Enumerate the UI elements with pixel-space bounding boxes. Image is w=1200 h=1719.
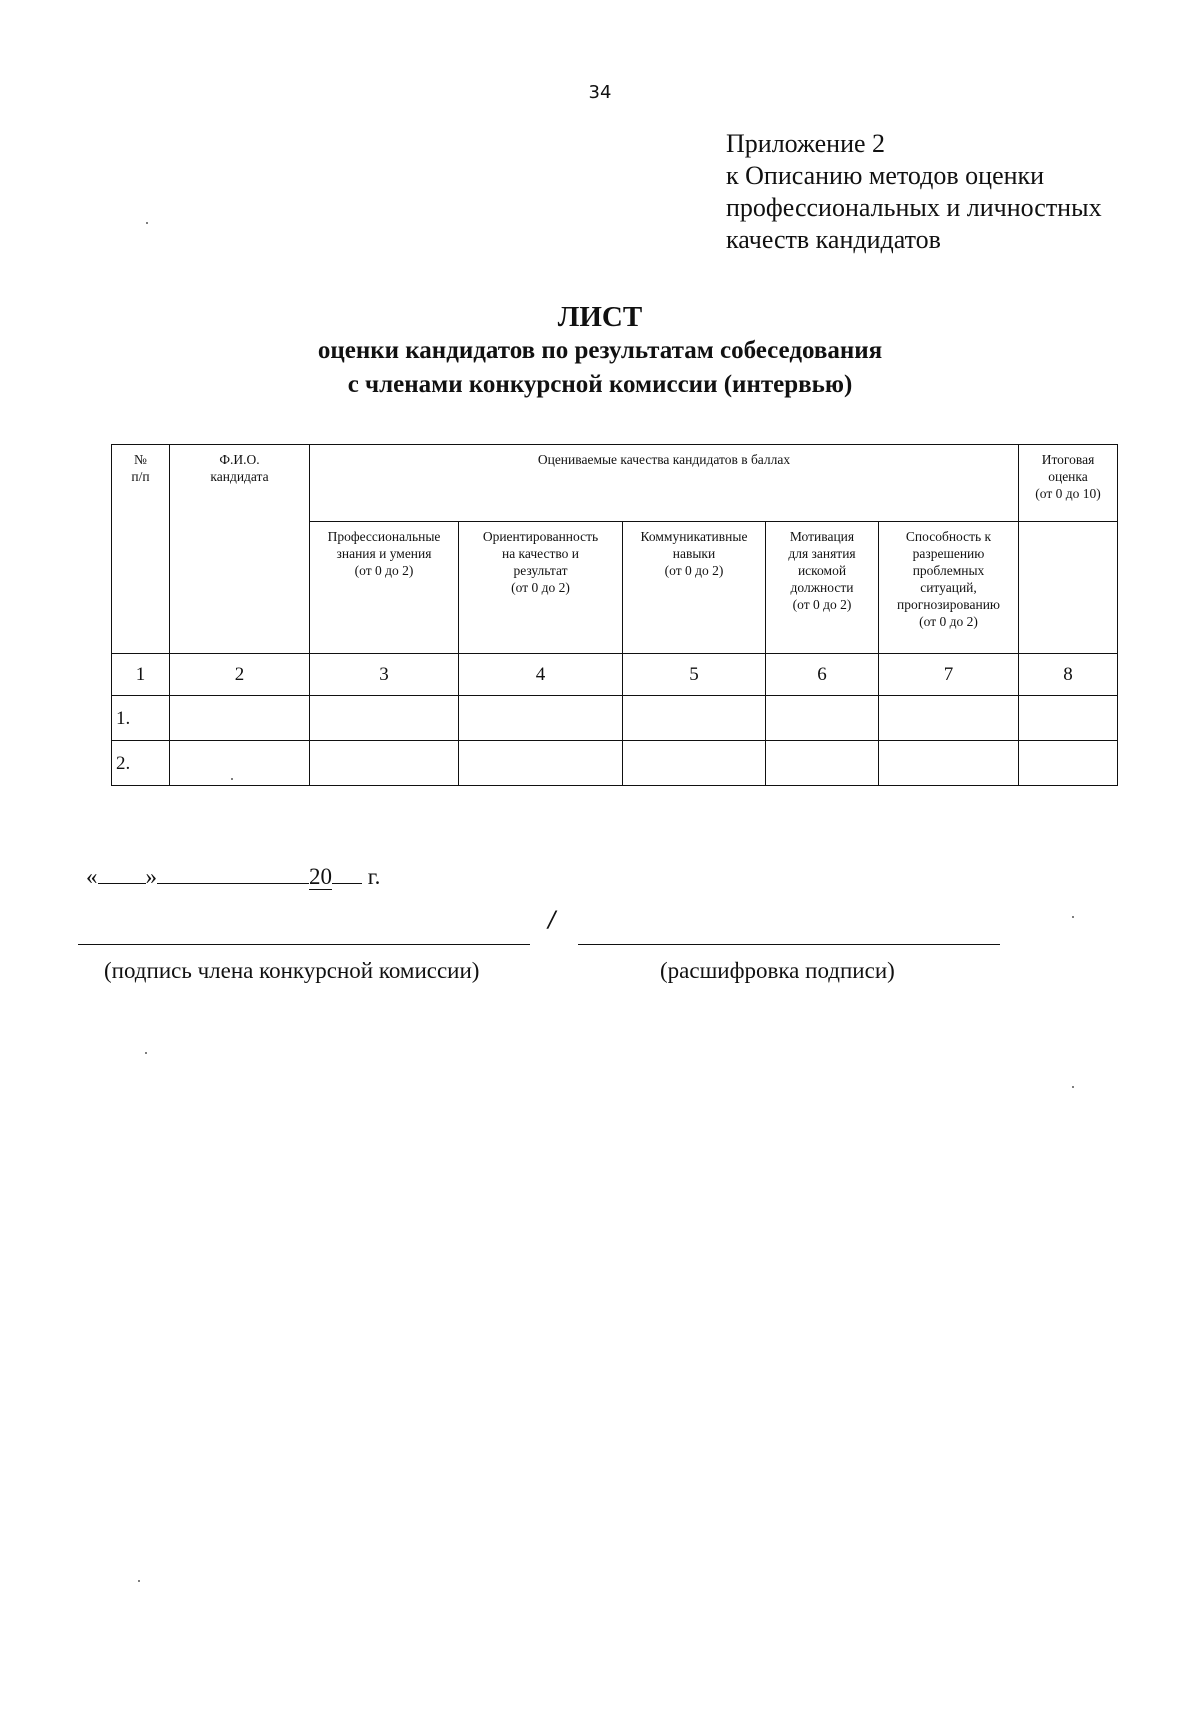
- score-cell[interactable]: [459, 741, 623, 786]
- signature-separator: /: [548, 908, 556, 933]
- score-cell[interactable]: [310, 741, 459, 786]
- scan-speck: [145, 1052, 147, 1054]
- total-empty-cell: [1019, 522, 1118, 654]
- column-number: 8: [1019, 654, 1118, 696]
- score-cell[interactable]: [310, 696, 459, 741]
- criterion-header: [879, 522, 1019, 654]
- table-row: [112, 696, 1118, 741]
- header-total: [1019, 445, 1118, 522]
- header-num-label: № п/п: [131, 452, 150, 484]
- appendix-line: профессиональных и личностных: [726, 193, 1102, 222]
- column-number: 6: [766, 654, 879, 696]
- appendix-line: качеств кандидатов: [726, 225, 941, 254]
- header-total-label: Итоговая оценка (от 0 до 10): [1035, 452, 1101, 501]
- score-cell[interactable]: [459, 696, 623, 741]
- column-number: 4: [459, 654, 623, 696]
- signature-caption: (подпись члена конкурсной комиссии): [104, 958, 480, 983]
- title-main: ЛИСТ: [557, 301, 643, 333]
- header-fio: [170, 445, 310, 654]
- title-subtitle-line1: оценки кандидатов по результатам собеседования: [317, 337, 883, 364]
- criterion-header: [310, 522, 459, 654]
- document-title: [0, 300, 1200, 402]
- header-fio-label: Ф.И.О. кандидата: [210, 452, 269, 484]
- criterion-label: Мотивация для занятия искомой должности (от 0 до 2): [788, 529, 856, 612]
- criterion-header: [623, 522, 766, 654]
- criterion-header: [459, 522, 623, 654]
- header-qualities-label: Оцениваемые качества кандидатов в баллах: [537, 452, 791, 467]
- signature-decoding-line[interactable]: [578, 944, 1000, 945]
- scan-speck: [1072, 1086, 1074, 1088]
- day-blank[interactable]: [98, 861, 146, 884]
- scan-speck: [146, 222, 148, 224]
- score-cell[interactable]: [623, 741, 766, 786]
- date-open-quote: «: [86, 864, 98, 889]
- title-subtitle-line2: с членами конкурсной комиссии (интервью): [347, 371, 853, 398]
- criterion-label: Ориентированность на качество и результат (от 0 до 2): [482, 529, 599, 595]
- year-suffix: г.: [367, 864, 381, 889]
- candidate-name-cell[interactable]: [170, 741, 310, 786]
- row-index: 1.: [112, 696, 170, 741]
- total-score-cell[interactable]: [1019, 696, 1118, 741]
- year-blank[interactable]: [332, 861, 362, 884]
- appendix-line: Приложение 2: [726, 129, 886, 158]
- appendix-note: [726, 128, 1102, 256]
- scan-speck: [138, 1580, 140, 1582]
- score-cell[interactable]: [623, 696, 766, 741]
- scan-speck: [231, 778, 233, 780]
- decoding-caption: (расшифровка подписи): [660, 958, 895, 983]
- score-cell[interactable]: [766, 696, 879, 741]
- criterion-label: Коммуникативные навыки (от 0 до 2): [640, 529, 748, 578]
- column-number: 7: [879, 654, 1019, 696]
- column-number: 1: [112, 654, 170, 696]
- header-qualities: [310, 445, 1019, 522]
- page-number: 34: [588, 82, 612, 103]
- column-number: 2: [170, 654, 310, 696]
- evaluation-table: [111, 444, 1118, 786]
- score-cell[interactable]: [879, 741, 1019, 786]
- total-score-cell[interactable]: [1019, 741, 1118, 786]
- month-blank[interactable]: [157, 861, 309, 884]
- column-number: 5: [623, 654, 766, 696]
- date-close-quote: »: [145, 864, 157, 889]
- appendix-line: к Описанию методов оценки: [726, 161, 1045, 190]
- row-index: 2.: [112, 741, 170, 786]
- scan-speck: [1072, 916, 1074, 918]
- year-prefix: 20: [309, 864, 332, 889]
- criterion-label: Профессиональные знания и умения (от 0 до 2): [327, 529, 441, 578]
- header-num: [112, 445, 170, 654]
- signature-line[interactable]: [78, 944, 530, 945]
- score-cell[interactable]: [766, 741, 879, 786]
- score-cell[interactable]: [879, 696, 1019, 741]
- date-line: [86, 861, 380, 890]
- candidate-name-cell[interactable]: [170, 696, 310, 741]
- criterion-header: [766, 522, 879, 654]
- table-row: [112, 741, 1118, 786]
- criterion-label: Способность к разрешению проблемных ситуаций, прогнозированию (от 0 до 2): [896, 529, 1001, 629]
- column-number: 3: [310, 654, 459, 696]
